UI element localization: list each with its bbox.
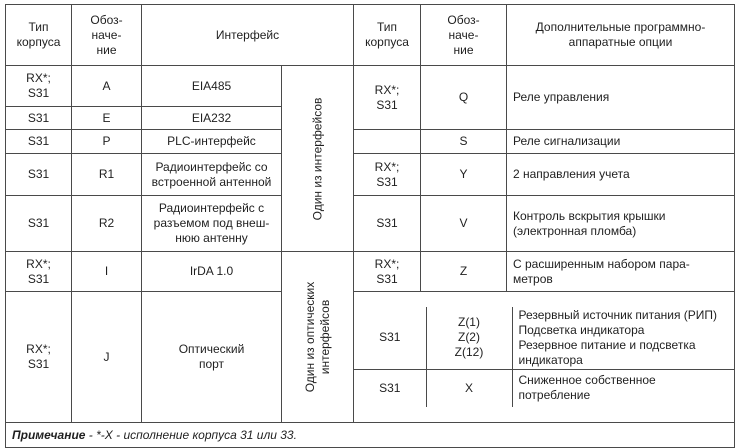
interface-cell: Оптический порт bbox=[142, 292, 282, 423]
case-type-cell: S31 bbox=[6, 107, 72, 130]
table-row bbox=[6, 252, 735, 292]
interface-cell: IrDA 1.0 bbox=[142, 252, 282, 292]
designation-cell: R2 bbox=[72, 196, 142, 252]
designation-cell: Q bbox=[421, 66, 507, 130]
group-label-text: Один из интерфейсов bbox=[310, 97, 324, 220]
case-type-cell-empty bbox=[354, 130, 421, 154]
case-type-cell: RX*; S31 bbox=[6, 292, 72, 423]
designation-z-variants: Z(1) Z(2) Z(12) bbox=[454, 315, 484, 360]
table-row bbox=[354, 307, 734, 369]
interface-cell: Радиоинтерфейс с разъемом под внеш- нюю антенну bbox=[142, 196, 282, 252]
case-type-cell: S31 bbox=[6, 130, 72, 154]
interface-cell: EIA485 bbox=[142, 66, 282, 107]
table-row bbox=[6, 292, 735, 423]
case-type-cell: S31 bbox=[6, 196, 72, 252]
table-row bbox=[6, 154, 735, 196]
interfaces-options-table bbox=[5, 4, 735, 448]
header-row bbox=[6, 5, 735, 66]
option-cell: Резервный источник питания (РИП) Подсветка индикатора Резервное питание и подсветка индикатора bbox=[512, 307, 734, 369]
designation-cell: X bbox=[426, 369, 512, 407]
group-label-one-optical bbox=[282, 252, 354, 423]
table-row bbox=[6, 66, 735, 107]
note-cell bbox=[6, 423, 735, 448]
option-cell: Контроль вскрытия крышки (электронная пломба) bbox=[507, 196, 735, 252]
interface-cell: PLC-интерфейс bbox=[142, 130, 282, 154]
designation-cell: Z bbox=[421, 252, 507, 292]
designation-cell: R1 bbox=[72, 154, 142, 196]
designation-cell: I bbox=[72, 252, 142, 292]
interface-cell: Радиоинтерфейс со встроенной антенной bbox=[142, 154, 282, 196]
header-case-type-right: Тип корпуса bbox=[354, 5, 421, 66]
note-text: - *-Х - исполнение корпуса 31 или 33. bbox=[85, 427, 297, 442]
designation-cell: S bbox=[421, 130, 507, 154]
table-row bbox=[354, 369, 734, 407]
designation-cell: A bbox=[72, 66, 142, 107]
header-designation: Обоз- наче- ние bbox=[72, 5, 142, 66]
option-cell: Сниженное собственное потребление bbox=[518, 373, 656, 403]
case-type-cell: S31 bbox=[354, 196, 421, 252]
case-type-cell: RX*; S31 bbox=[6, 66, 72, 107]
designation-cell bbox=[426, 307, 512, 369]
designation-cell: J bbox=[72, 292, 142, 423]
option-cell: Реле сигнализации bbox=[507, 130, 735, 154]
option-cell: Реле управления bbox=[507, 66, 735, 130]
note-row bbox=[6, 423, 735, 448]
header-case-type: Тип корпуса bbox=[6, 5, 72, 66]
designation-cell: Y bbox=[421, 154, 507, 196]
interface-cell: EIA232 bbox=[142, 107, 282, 130]
header-interface: Интерфейс bbox=[142, 5, 354, 66]
table-row bbox=[6, 130, 735, 154]
table-row bbox=[6, 196, 735, 252]
case-type-cell: RX*; S31 bbox=[6, 252, 72, 292]
header-options: Дополнительные программно- аппаратные опции bbox=[507, 5, 735, 66]
option-cell: С расширенным набором пара- метров bbox=[507, 252, 735, 292]
designation-cell: P bbox=[72, 130, 142, 154]
case-type-cell: S31 bbox=[354, 369, 426, 407]
nested-options-table bbox=[354, 307, 734, 407]
case-type-cell: RX*; S31 bbox=[354, 252, 421, 292]
header-designation-right: Обоз- наче- ние bbox=[421, 5, 507, 66]
case-type-cell: S31 bbox=[354, 307, 426, 369]
case-type-cell: RX*; S31 bbox=[354, 66, 421, 130]
designation-cell: E bbox=[72, 107, 142, 130]
case-type-cell: RX*; S31 bbox=[354, 154, 421, 196]
designation-cell: V bbox=[421, 196, 507, 252]
case-type-cell: S31 bbox=[6, 154, 72, 196]
nested-options-cell bbox=[354, 292, 735, 423]
group-label-one-interface bbox=[282, 66, 354, 252]
group-label-text: Один из оптических интерфейсов bbox=[302, 281, 332, 393]
option-cell: 2 направления учета bbox=[507, 154, 735, 196]
note-label: Примечание bbox=[12, 427, 86, 442]
